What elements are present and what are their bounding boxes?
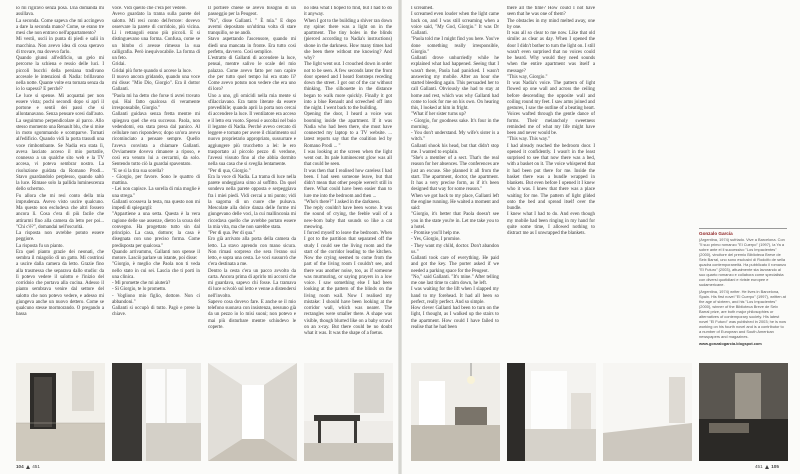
paragraph: "Paola told me I might find you here. You've done something really irresponsible, Giorgio." bbox=[411, 37, 499, 55]
paragraph: "Per di qua, Giorgio." bbox=[208, 168, 251, 174]
paragraph: When I got to the building a shiver ran down my spine: there was a light on in the apartment. The tiny holes in the blinds (pierced according to Nadia's instructions) shone in the darkness. How many times had she been there without me knowing? And why? bbox=[304, 18, 392, 61]
author-website-link[interactable]: www.gonzalogarcia.blogspot.com bbox=[699, 341, 762, 346]
issue-number-left: 451 bbox=[32, 464, 40, 469]
paragraph: - Sì Giorgio, te lo prometto. bbox=[112, 287, 167, 293]
paragraph: Ero già arrivato alla porta della camera da letto. La stavo aprendo con mano sicura. Non rimasi sorpreso che sera l'erano sui letto, e sopra una cesta. Le voci sussurrò che c'era destinata a me. bbox=[208, 237, 296, 268]
paragraph: Uno a uno, gli omicidi nella mia mente si sfilacciavano. Era tanto literate da essere prevedibile; quando aprii la porta non cercai di accendere la luce. Il ventilatore era acceso e il letto era vuoto. Spensi e ascoltai nel buio il legame di Nadia. Perché avevo cercato di leggere e tornato per avere il chiarimento sul nuovo proprietario appropriato, sussurrare e aggiungere più trucchetto a lei: le ero trasportato al piccolo pezzo di verdone, l'avessi vissuto fino al che abbia dormito nella sua casa che si sveglia lentamente. bbox=[208, 93, 296, 168]
photo-room-window bbox=[112, 363, 201, 461]
bio-divider bbox=[699, 228, 787, 229]
paragraph: Gridai più forte quando si accese la luce. bbox=[112, 68, 192, 74]
text-column-5 bbox=[411, 6, 499, 351]
page-number-right: 105 bbox=[771, 464, 779, 469]
photo-room-doorway bbox=[16, 363, 105, 461]
photo-strip bbox=[0, 363, 800, 461]
bio-text-english: (Argentina, 1974) writer. He lives in Barcelona, Spain. His first novel "El Cuerpo" (1997), written at the age of sixteen, and his "Los Impacientes" (2000), winner of the Biblioteca Breve de Seix Barral prize, are both major philosophies or alternatives of contemporary society. His latest novel "El Futuro" was published in 2003; he is now working on his fourth novel and is a contributor to a number of European and South American newspapers and magazines. bbox=[699, 289, 787, 339]
paragraph: I screamed. bbox=[411, 6, 434, 11]
issue-number-right: 451 bbox=[755, 464, 763, 469]
paragraph: La risposta non avrebbe potuto essere peggiore. bbox=[16, 231, 104, 243]
paragraph: "No", disse Gallanti. " È mia." E dopo avermi depositato un'ultima volta di stare tranquillo, se ne andò. bbox=[208, 18, 296, 36]
paragraph: "This way, Giorgio." bbox=[507, 74, 548, 80]
paragraph: - Lei non capisce. La sorella di mia moglie è una strega." bbox=[112, 187, 200, 199]
paragraph: The light went out. I crouched down in order not to be seen. A few seconds later the front door opened and I heard footsteps receding down the street. I got out of the car without thinking. The silhouette in the distance began to walk more quickly. Finally it got into a blue Renault and screeched off into the night. I went back to the building. bbox=[304, 62, 392, 111]
paragraph: Quando giunsi all'edificio, un gelo mi percorse la schiena e ressio delle luci. I piccoli bucchi della persiana tradivano accesole le intenzioni di Nadia: brillavano nella notte. Quante volte era tornata senza da io lo sapessi? E perché? bbox=[16, 56, 104, 93]
paragraph: Era la voce di Nadia. La trama di luce nella parete ondeggiava simo al soffitto. Da quel sondeva nella parete opposta e serpeggiava fra i miei piedi. Vidi cercai a mi punto; vidi la sagoma di un cuore che pulsava. Mescolate alla dolce danza delle forme mi giungevano delle voci, la cui mallinconia mi ricordava quello che avrebbe portato essere la mia vita, ma che non sarebbe stata. bbox=[208, 174, 296, 230]
paragraph: - Mi promette che mi aiuterà? bbox=[112, 281, 171, 286]
paragraph: La risposta fu un pianto. bbox=[16, 243, 64, 249]
paragraph: - Vogliono mio figlio, dottore. Non ci abbandoni." bbox=[112, 293, 200, 305]
text-column-6 bbox=[507, 6, 595, 351]
page-number-left: 104 bbox=[16, 464, 24, 469]
paragraph: The obstacles in my mind melted away, one by one. bbox=[507, 18, 595, 30]
paragraph: I was looking at the screen when the light went out. Its pale luminescent glow was all that could be seen. bbox=[304, 149, 392, 168]
paragraph: Gallanti shook his head, but that didn't stop me. I wanted to explain. bbox=[411, 143, 499, 155]
photo-dark-interior bbox=[699, 363, 788, 461]
paragraph: - Promise you'll help me. bbox=[411, 231, 461, 236]
paragraph: Gallanti drove unhurriedly while he explained what had happened. Seeing that I wasn't there, Paola had panicked. I wasn't answering my mobile. After an hour she started bleeding again. This persuaded her to call Gallanti. Obviously she had to stay at home and rest, which was why Gallanti had come to look for me on his own. On hearing this, I looked at him in fright. bbox=[411, 56, 499, 111]
paragraph: Gallanti guidava senza fretta mentre mi spiegava quel che era successo. Paola, non vedendomi, era stata presa dal panico. Al cellulare non rispondevo; dopo un'ora aveva ricominciato a pensare sempre. Quello l'aveva convinta a chiamare Gallanti. Ovviamente doveva rimanere a riposo, e così era venuto lui a cercarmi, da solo. Sentendo tutto ciò la guardai spaventato. bbox=[112, 112, 200, 168]
text-column-4 bbox=[304, 6, 392, 351]
paragraph: Dentro la cesta c'era un pacco avvolto da carta. Ancora prima di aprirlo mi accorsi che mi guardava, sapevo chi fosse. La tramava di luce scivolò sul letto e venne a distendersi nell'involto. bbox=[208, 268, 296, 299]
paragraph: Il nuovo ancora gridando, quando una voce mi disse: "Mio Dio, Giorgio". Era il dottor Gallanti. bbox=[112, 74, 200, 93]
paragraph: Stavo aspettando l'ascensore, quando mi diedi una mancata in fronte. Era tutto così perfetto, davvero. Così semplice. bbox=[208, 37, 296, 55]
paragraph: Fu allora che mi resi conto della mia imprudenza. Avevo visto uscire qualcuno. Ma questo non escludeva che altri fossero ancora lì. Cosa c'era di più facile che attirarmi fino alla camera da letto per poi... "Chi c'è?", domandai nell'oscurità. bbox=[16, 193, 104, 230]
paragraph: The reply couldn't have been worse. It was the sound of crying, the feeble wail of a new-born baby that sounds so like a cat meowing. bbox=[304, 206, 392, 230]
paragraph: - They want my child, doctor. Don't abandon us." bbox=[411, 243, 499, 255]
paragraph: "No," said Gallanti. "It's mine." After telling me one last time to calm down, he left. bbox=[411, 274, 499, 286]
paragraph: "E se sì la tira sua sorella? bbox=[112, 168, 164, 174]
bio-text-italian: (Argentina, 1974) sufriado. Vive a Barcelona. Con "Il suo primo romanzo "El Cuerpo" (1997), la Ya a sobre ante el il successivo "Los Impacientes" (2000), vincitore del premio Biblioteca Breve de Seix Barral, uno sono esclusivi di Rodolfo de sella quadra contemporaneità. Ha pubblicato il romanzo "El Futuro" (2003), attualmente sta lavorando al suo quarto romanzo e collabora come specialista con diversi quotidiani e riviste europee e sudamericane. bbox=[699, 237, 787, 287]
paragraph: - Yes, Giorgio, I promise. bbox=[411, 237, 461, 243]
paragraph: - Giorgio, for goodness sake. It's four in the morning. bbox=[411, 118, 499, 130]
paragraph: I knew what I had to do. And even though my mobile had been ringing in my hand for quite some time, I allowed nothing to distract me as I unwrapped the blankets. bbox=[507, 212, 595, 236]
paragraph: Sapevo cosa dovevo fare. E anche se il mio telefono suonava con insistenza, nessuno già da un pezzo io lo misi suoni; non potevo e mai più disturbare mentre schiudevo le coperte. bbox=[208, 299, 296, 330]
paragraph: "Giorgio, it's better that Paola doesn't see you in the state you're in. Let me take you to a hotel. bbox=[411, 212, 499, 230]
paragraph: Gallanti scosseva la testa, ma questo non mi impedì di spiegargli: bbox=[112, 199, 200, 211]
paragraph: "She's a member of a sect. That's the real reason for her absences. The conferences are just an excuse. She planned it all from the start. The apartment, doctor, the apartment. It has a very precise form, as if it's been designed that way for some reason." bbox=[411, 156, 499, 193]
paragraph: Avevo guardato la trama sulla parete del salotto. Mi resi conto dell'errore: dovevo osservare la parete di corridoio, più vicina. Lì i rettangoli erano più piccoli. E si distinguevano una forma. Confusa, come se un bimbo ci avesse rimesso la sua calligrafia. Però inequivocabile. La forma di un feto. bbox=[112, 12, 200, 61]
paragraph: - Giorgio, per favore. Sono le quattro di mattina. bbox=[112, 174, 200, 186]
paragraph: I was waiting for the lift when I slapped my hand to my forehead. It had all been so perfect, really perfect. And so simple. bbox=[411, 287, 499, 305]
paragraph: - You don't understand. My wife's sister is a witch." bbox=[411, 131, 499, 143]
magazine-logo-icon bbox=[765, 465, 769, 469]
paragraph: It was then that I realised how careless I had been. I had seen someone leave, but that didn't mean that other people weren't still in there. What could have been easier than to lure me into the bedroom and then ... bbox=[304, 168, 392, 199]
paragraph: I forced myself to leave the bedroom. When I got to the partition that separated off the study I could see the living room and the start of the corridor leading to the kitchen. Now the crying seemed to come from the part of the living room I couldn't see, and there was another noise, too, as if someone was murmuring, or saying prayers in a low voice. I saw something else I had been looking at the pattern of the blinds on the living room wall. Now I realised my mistake: I should have been looking at the corridor wall, which was nearer. The rectangles were smaller there. A shape was visible, though blurred like on a baby scrawl on an x-ray. But there could be no doubt what it was. It was the shape of a foetus. bbox=[304, 231, 392, 336]
photo-living-table bbox=[304, 363, 393, 461]
photo-lamp-room bbox=[411, 363, 500, 461]
paragraph: When we got back to my place, Gallanti left the engine running. He waited a moment and said: bbox=[411, 193, 499, 211]
photo-corridor bbox=[208, 363, 297, 461]
paragraph: "What if her sister turns up? bbox=[411, 112, 467, 118]
paragraph: "This way. This way." bbox=[507, 137, 551, 143]
paragraph: "Appartiene a una setta. Questa è la vera ragione delle sue assenze, dietro la scusa del convegno. Ha progettato tutto sin dal principio. La casa, dottore; la casa è disegnata con uno preciso forma. Come predisposta per qualcosa." bbox=[112, 212, 200, 249]
paragraph: Gridai. bbox=[112, 62, 126, 68]
paragraph: Mi vestii, uscii in punta di piedi e salii in macchina. Non avevo idea di cosa speravo di trovare, ma dovevo farlo. bbox=[16, 37, 104, 55]
paragraph: It was Nadia's voice. The pattern of light flowed up one wall and across the ceiling before descending the opposite wall and coiling round my feet. I saw arms joined and gestures, I saw the outline of a beating heart. Voices wafted through the gentle dance of forms. Their melancholy sweetness reminded me of what my life might have been and never would be. bbox=[507, 81, 595, 136]
paragraph: L'estratto di Gallanti di accendere la luce, pensai, mentre salivo le scale del mio palazzo. Come avevo fatto per non capire che per tutto quel tempo lui era stato lì? Come avevo potuto non vedere che era uno di loro? bbox=[208, 56, 296, 93]
paragraph: It was all so clear to me now. Like that old simile: as clear as day. When I opened the door I didn't bother to turn the light on. I still wasn't even surprised that no voices could be heard. Why would they need sounds when the entire apartment was itself a message? bbox=[507, 31, 595, 74]
page-footer-right bbox=[755, 464, 779, 469]
photo-white-room bbox=[507, 363, 596, 461]
paragraph: io mi rigiravo senza posa. Una domanda mi assillava. bbox=[16, 6, 104, 18]
author-name: Gonzalo García bbox=[699, 231, 733, 236]
paragraph: La seconda. Come sapeva che mi accingevo a dare la seconda mano? Come, se erano tre mesi che non entravo nell'appartamento? bbox=[16, 18, 104, 36]
text-column-1 bbox=[16, 6, 104, 351]
paragraph: How clever Gallanti had been to turn on the light, I thought, as I walked up the stairs to the apartment. How could I have failed to realise that he had been bbox=[411, 306, 499, 330]
paragraph: voce. Vidi quello che c'era per vedere. bbox=[112, 6, 187, 11]
magazine-logo-icon bbox=[26, 465, 30, 469]
paragraph: there all the time? How could I not have seen that he was one of them? bbox=[507, 6, 595, 18]
paragraph: Le luce si spense. Mi acquattai per non essere vista; pochi secondi dopo si aprì il portone e sentii dei passi che si allontanavano. Senza pensare scesi dall'auto. La seguimmo perpendicolare al parco. Allo stesso momento una Renault blu, che si mise in moto sgommando e scomparve. Tornati all'edificio. Quando vidi la porta trasudi una voce rimbombante. Se Nadia era stata lì, aveva lasciato acceso il mio portatile, connesso a un qualche sito web e la TV accesa, vi poteva sembrar nostro. La risoluzione guidata da Romano Prodi... Stavo guardandolo perplesso, quando saltò la luce. Rimase solo la pallida luminescenza dello schermo. bbox=[16, 93, 104, 193]
page-footer-left bbox=[16, 464, 40, 469]
author-bio bbox=[699, 231, 787, 351]
paragraph: Opening the door, I heard a voice was booming inside the apartment. If it was Nadia who had been there, she must have connected my laptop to a TV website. ... latest reports say that the coalition led by Romano Prodi ... " bbox=[304, 112, 392, 149]
paragraph: "Giorgio, è meglio che Paola non ti veda nello stato in cui sei. Lascia che ti porti in una clinica. bbox=[112, 262, 200, 280]
text-column-2 bbox=[112, 6, 200, 351]
paragraph: "Who's there?" I asked in the darkness. bbox=[304, 199, 381, 205]
paragraph: "Per di qua. Per di qua." bbox=[208, 231, 256, 236]
paragraph: Il portiere chiese se avevo bisogno di un passeggio per la Peugeot. bbox=[208, 6, 296, 18]
paragraph: Era quel pianto grazie dei neonati, che sembra il miagolio di un gatto. Mi costrinsi a uscire dalla camera da letto. Grazie fino alla trasmessa che separava dallo studio: da lì potevo vedere il salotto e l'inizio del corridoio che portava alla cucina. Adesso il pianto sembrava venire dal settore del salotto che non potevo vedere, e adesso mi giungeva anche un nuovo dettero. Come se qualcuno stesse mormorando. O pregando a bassa bbox=[16, 249, 104, 318]
paragraph: Quando arrivammo, Gallanti non spense il motore. Lasciò parlare un istante, poi disse: bbox=[112, 249, 200, 261]
paragraph: I screamed even louder when the light came back on, and I was still screaming when a voice said, "My God, Giorgio." It was Dr Gallanti. bbox=[411, 12, 499, 36]
paragraph: I had already reached the bedroom door. I opened it confidently. I wasn't in the least surprised to see that now there was a bed, with a basket on it. The voice whispered that it had been put there for me. Inside the basket there was a bundle wrapped in blankets. But even before I opened it I knew who it was. I knew that there was a place waiting for me. The pattern of light glided onto the bed and spread itself over the bundle. bbox=[507, 143, 595, 211]
paragraph: Gallanti si occupò di tutto. Pagò e prese la chiave. bbox=[112, 306, 200, 318]
text-column-3 bbox=[208, 6, 296, 351]
paragraph: no idea what I hoped to find, but I had to do it anyway. bbox=[304, 6, 392, 18]
paragraph: Gallanti took care of everything. He paid and got the key. The porter asked if we needed a parking space for the Peugeot. bbox=[411, 256, 499, 274]
photo-empty-space bbox=[603, 363, 692, 461]
paragraph: "Paola mi ha detto che forse ti avrei trovato qui. Hai fatto qualcosa di veramente irresponsabile, Giorgio." bbox=[112, 93, 200, 111]
